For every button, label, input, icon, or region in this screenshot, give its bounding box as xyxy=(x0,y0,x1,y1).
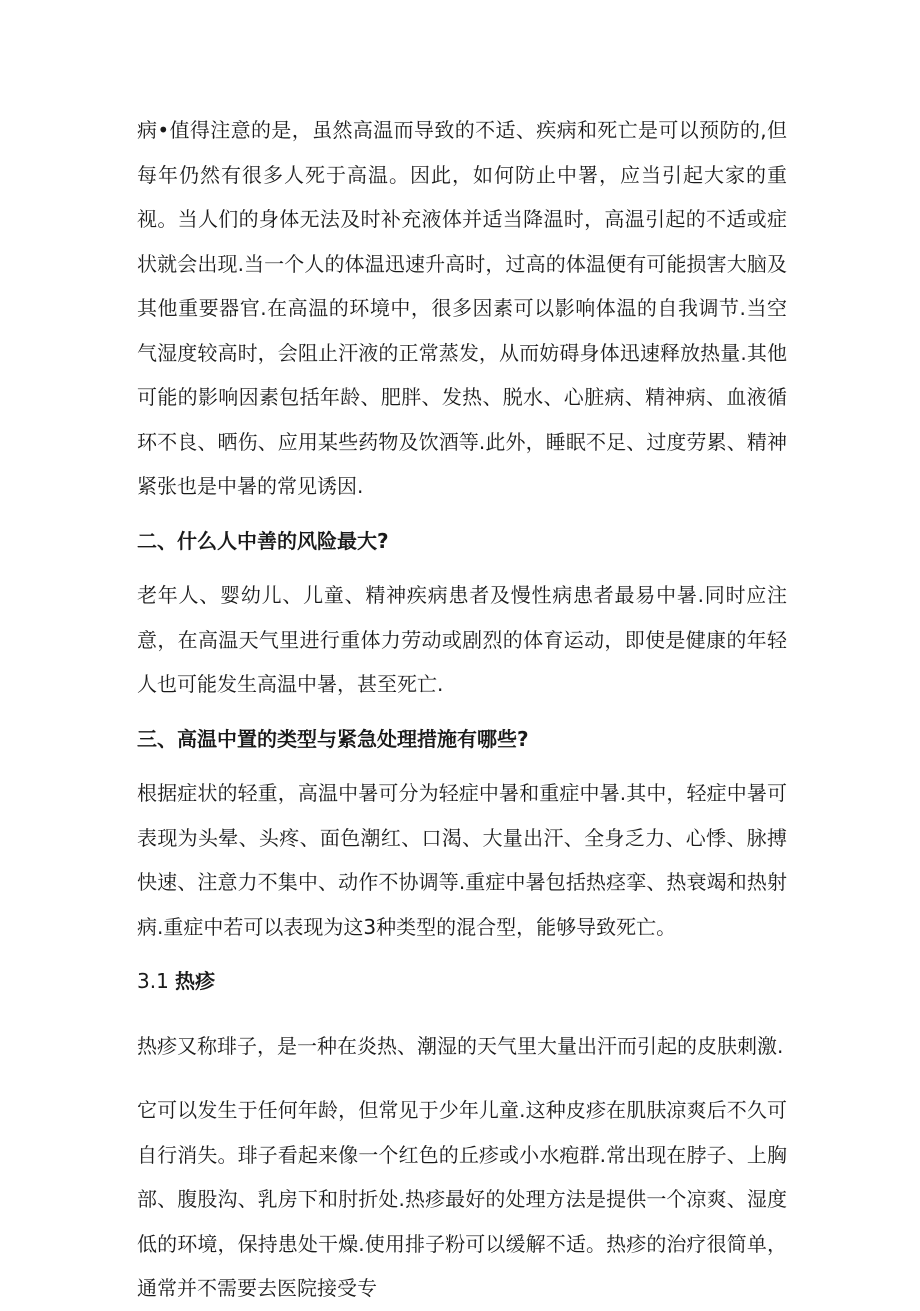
paragraph-heat-rash-treatment: 它可以发生于任何年龄，但常见于少年儿童.这种皮疹在肌肤凉爽后不久可自行消失。琲子看起来像一个红色的丘疹或小水疱群.常出现在脖子、上胸部、腹股沟、乳房下和肘折处.热疹最好的处理方法是提供一个凉爽、湿度低的环境，保持患处干燥.使用排子粉可以缓解不适。热疹的治疗很简单，通常并不需要去医院接受专 xyxy=(137,1098,787,1300)
paragraph-heatstroke-types: 根据症状的轻重，高温中暑可分为轻症中暑和重症中暑.其中，轻症中暑可表现为头晕、头疼、面色潮红、口渴、大量出汗、全身乏力、心悸、脉搏快速、注意力不集中、动作不协调等.重症中暑包括热痉挛、热衰竭和热射病.重症中若可以表现为这3种类型的混合型，能够导致死亡。 xyxy=(137,781,787,939)
paragraph-high-risk-groups: 老年人、婴幼儿、儿童、精神疾病患者及慢性病患者最易中暑.同时应注意，在高温天气里进行重体力劳动或剧烈的体育运动，即使是健康的年轻人也可能发生高温中暑，甚至死亡. xyxy=(137,583,787,696)
paragraph-heat-rash-definition: 热疹又称琲子，是一种在炎热、潮湿的天气里大量出汗而引起的皮肤刺激. xyxy=(137,1033,784,1058)
subsection-heading-3-1 xyxy=(137,959,787,1004)
section-heading-2: 二、什么人中善的风险最大? xyxy=(137,528,389,553)
spacer xyxy=(137,707,787,717)
subsection-title: 热疹 xyxy=(175,969,215,993)
spacer xyxy=(137,949,787,959)
spacer xyxy=(137,1068,787,1088)
spacer xyxy=(137,1004,787,1024)
section-heading-3: 三、高温中置的类型与紧急处理措施有哪些? xyxy=(137,726,529,751)
spacer xyxy=(137,761,787,771)
subsection-number: 3.1 xyxy=(137,969,169,993)
document-page xyxy=(137,108,787,1311)
spacer xyxy=(137,509,787,519)
paragraph-heat-risk-factors: 病•值得注意的是，虽然高温而导致的不适、疾病和死亡是可以预防的,但每年仍然有很多人死于高温。因此，如何防止中署，应当引起大家的重视。当人们的身体无法及时补充液体并适当降温时，高温引起的不适或症状就会出现.当一个人的体温迅速升高时，过高的体温便有可能损害大脑及其他重要器官.在高温的环境中，很多因素可以影响体温的自我调节.当空气湿度较高时，会阻止汗液的正常蒸发，从而妨碍身体迅速释放热量.其他可能的影响因素包括年龄、肥胖、发热、脱水、心脏病、精神病、血液循环不良、晒伤、应用某些药物及饮酒等.此外，睡眠不足、过度劳累、精神紧张也是中暑的常见诱因. xyxy=(137,118,787,498)
spacer xyxy=(137,563,787,573)
